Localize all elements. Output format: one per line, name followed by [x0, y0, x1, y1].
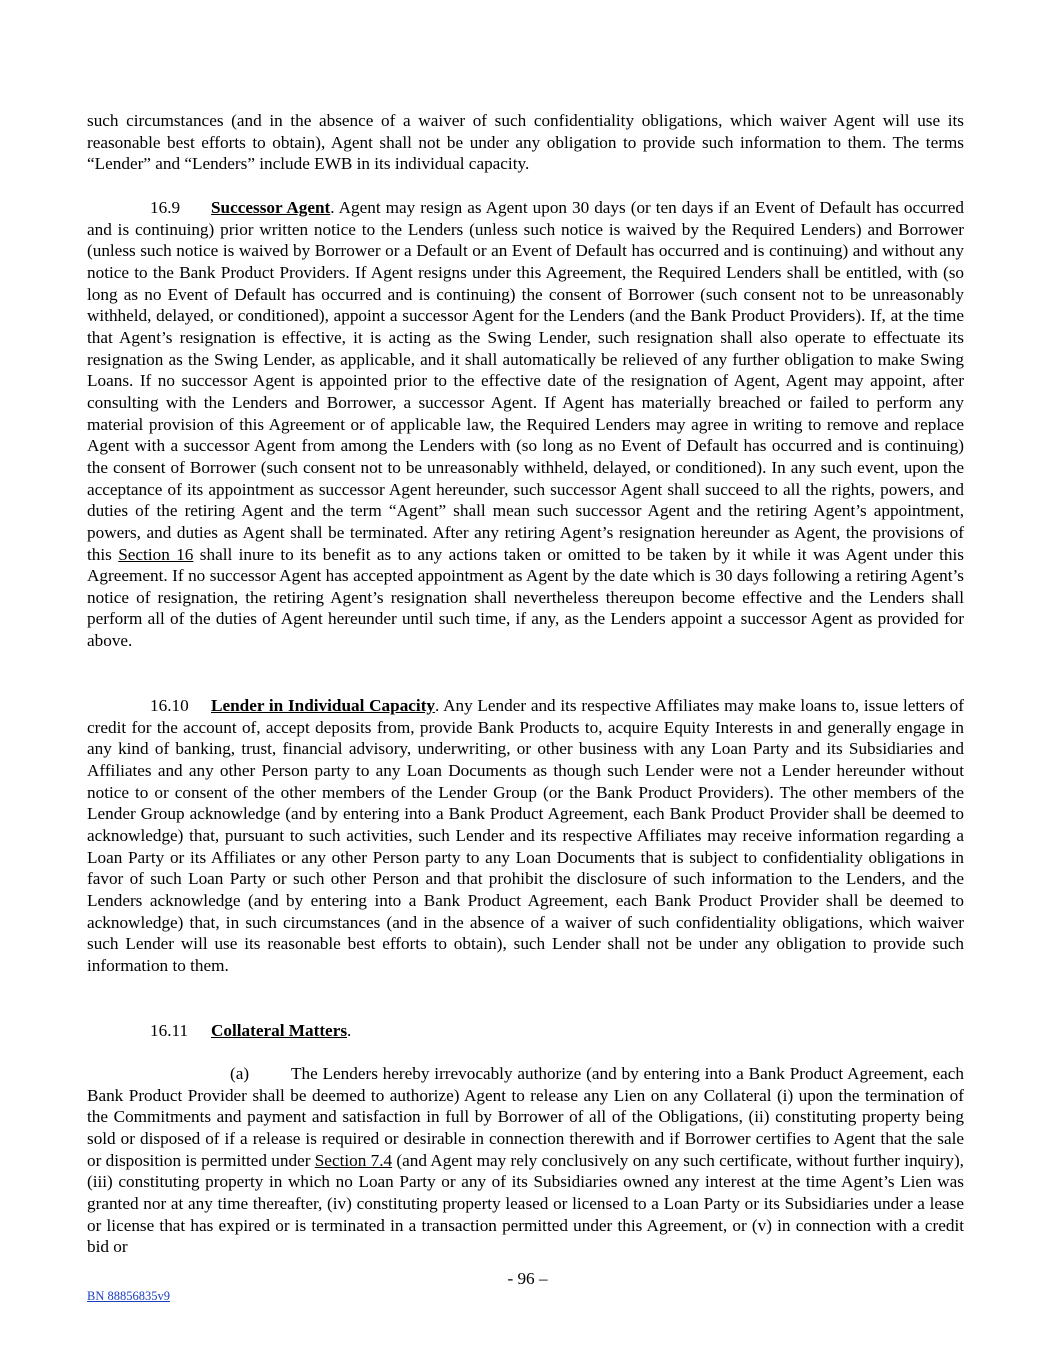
- cross-reference: Section 16: [118, 544, 194, 564]
- subsection-label: (a): [230, 1064, 250, 1083]
- section-title: Lender in Individual Capacity: [211, 696, 436, 715]
- section-16-10-paragraph: 16.10 Lender in Individual Capacity. Any Lender and its respective Affiliates may make loans to, issue letters of credit for the account of, accept deposits from, provide Bank Products to, acquire Equity Interests in and generally engage in any kind of banking, trust, financial advisory, underwriting, or other business with any Loan Party and its Subsidiaries and Affiliates and any other Person party to any Loan Documents as though such Lender were not a Lender hereunder without notice to or consent of the other members of the Lender Group (or the Bank Product Providers). The other members of the Lender Group acknowledge (and by entering into a Bank Product Agreement, each Bank Product Provider shall be deemed to acknowledge) that, pursuant to such activities, such Lender and its respective Affiliates may receive information regarding a Loan Party or its Affiliates or any other Person party to any Loan Documents that is subject to confidentiality obligations in favor of such Loan Party or such other Person and that prohibit the disclosure of such information to the Lenders, and the Lenders acknowledge (and by entering into a Bank Product Agreement, each Bank Product Provider shall be deemed to acknowledge) that, in such circumstances (and in the absence of a waiver of such confidentiality obligations, which waiver such Lender will use its reasonable best efforts to obtain), such Lender shall not be under any obligation to provide such information to them.: [87, 696, 964, 975]
- section-number: 16.11: [150, 1021, 189, 1040]
- subsection-a-paragraph: (a) The Lenders hereby irrevocably authorize (and by entering into a Bank Product Agreement, each Bank Product Provider shall be deemed to authorize) Agent to release any Lien on any Collateral (i) upon the termination of the Commitments and payment and satisfaction in full by Borrower of all of the Obligations, (ii) constituting property being sold or disposed of if a release is required or desirable in connection therewith and if Borrower certifies to Agent that the sale or disposition is permitted under Section 7.4 (and Agent may rely conclusively on any such certificate, without further inquiry), (iii) constituting property in which no Loan Party or any of its Subsidiaries owned any interest at the time Agent’s Lien was granted nor at any time thereafter, (iv) constituting property leased or licensed to a Loan Party or its Subsidiaries under a lease or license that has expired or is terminated in a transaction permitted under this Agreement, or (v) in connection with a credit bid or: [87, 1064, 964, 1257]
- document-id-link[interactable]: BN 88856835v9: [87, 1289, 170, 1303]
- section-number: 16.10: [150, 696, 189, 715]
- section-16-9-paragraph: 16.9 Successor Agent. Agent may resign as Agent upon 30 days (or ten days if an Event of Default has occurred and is continuing) prior written notice to the Lenders (unless such notice is waived by the Required Lenders) and Borrower (unless such notice is waived by Borrower or a Default or an Event of Default has occurred and is continuing) and without any notice to the Bank Product Providers. If Agent resigns under this Agreement, the Required Lenders shall be entitled, with (so long as no Event of Default has occurred and is continuing) the consent of Borrower (such consent not to be unreasonably withheld, delayed, or conditioned), appoint a successor Agent for the Lenders (and the Bank Product Providers). If, at the time that Agent’s resignation is effective, it is acting as the Swing Lender, such resignation shall also operate to effectuate its resignation as the Swing Lender, as applicable, and it shall automatically be relieved of any further obligation to make Swing Loans. If no successor Agent is appointed prior to the effective date of the resignation of Agent, Agent may appoint, after consulting with the Lenders and Borrower, a successor Agent. If Agent has materially breached or failed to perform any material provision of this Agreement or of applicable law, the Required Lenders may agree in writing to remove and replace Agent with a successor Agent from among the Lenders with (so long as no Event of Default has occurred and is continuing) the consent of Borrower (such consent not to be unreasonably withheld, delayed, or conditioned). In any such event, upon the acceptance of its appointment as successor Agent hereunder, such successor Agent shall succeed to all the rights, powers, and duties of the retiring Agent and the term “Agent” shall mean such successor Agent and the retiring Agent’s appointment, powers, and duties as Agent shall be terminated. After any retiring Agent’s resignation hereunder as Agent, the provisions of this Section 16 shall inure to its benefit as to any actions taken or omitted to be taken by it while it was Agent under this Agreement. If no successor Agent has accepted appointment as Agent by the date which is 30 days following a retiring Agent’s notice of resignation, the retiring Agent’s resignation shall nevertheless thereupon become effective and the Lenders shall perform all of the duties of Agent hereunder until such time, if any, as the Lenders appoint a successor Agent as provided for above.: [87, 198, 965, 651]
- section-title: Collateral Matters: [211, 1021, 348, 1040]
- cross-reference: Section 7.4: [314, 1150, 393, 1170]
- section-title: Successor Agent: [211, 198, 331, 217]
- section-16-11-heading: 16.11 Collateral Matters.: [150, 1021, 352, 1040]
- carryover-paragraph: such circumstances (and in the absence of a waiver of such confidentiality obligations, which waiver Agent will use its reasonable best efforts to obtain), Agent shall not be under any obligation to provide such information to them. The terms “Lender” and “Lenders” include EWB in its individual capacity.: [87, 111, 964, 174]
- section-number: 16.9: [150, 198, 181, 217]
- page-number: - 96 –: [507, 1269, 548, 1288]
